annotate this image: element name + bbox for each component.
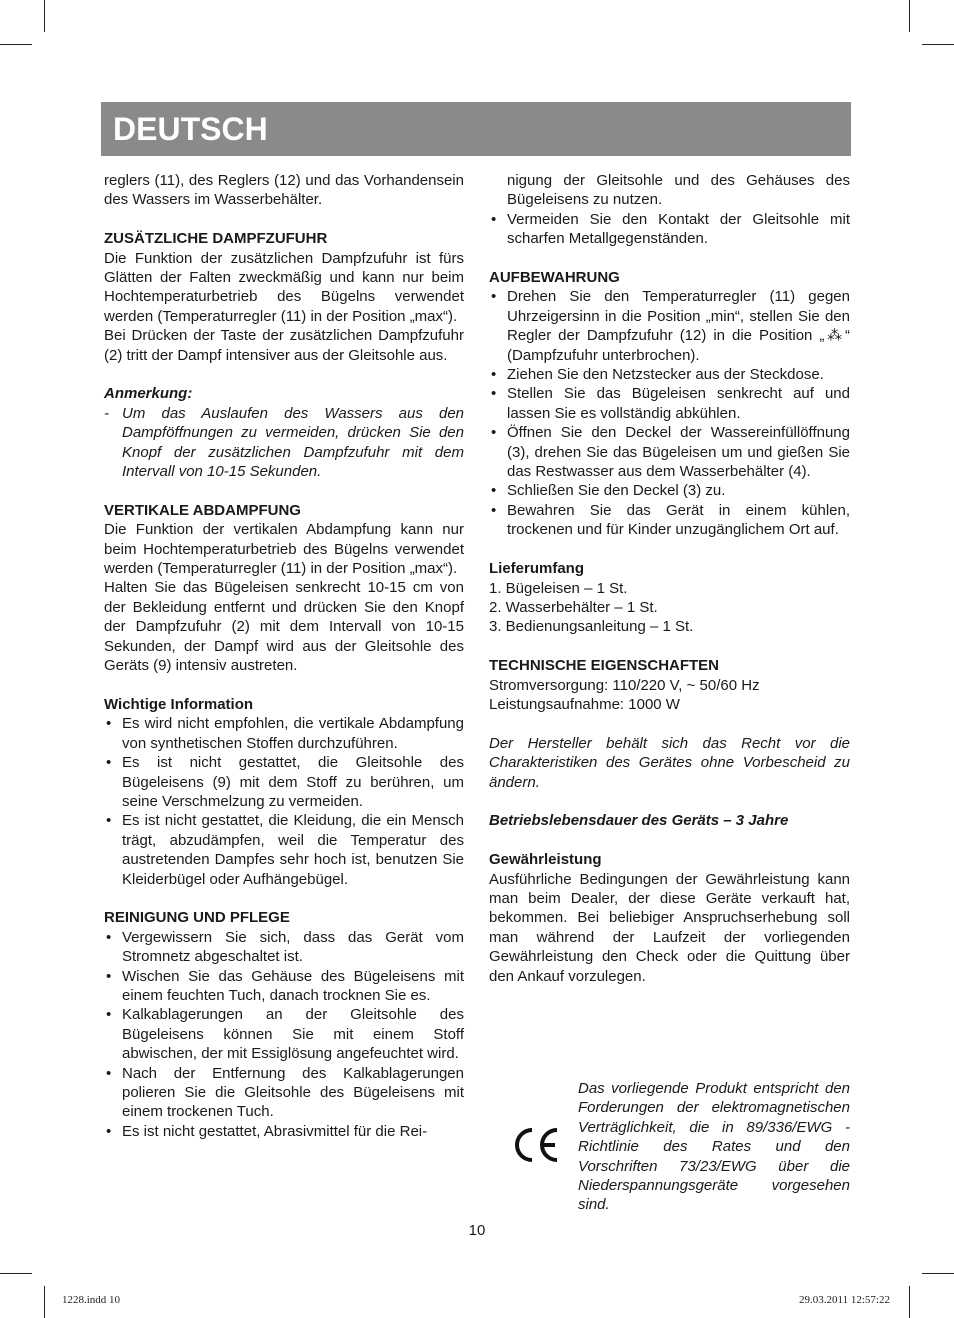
section-heading: VERTIKALE ABDAMPFUNG	[104, 501, 301, 519]
section-heading: ZUSÄTZLICHE DAMPFZUFUHR	[104, 230, 328, 248]
intro-text: reglers (11), des Reglers (12) und das Vorhandensein des Wassers im Wasserbehälter.	[104, 172, 464, 209]
delivery-item: 2. Wasserbehälter – 1 St.	[489, 598, 658, 616]
crop-mark	[909, 0, 910, 32]
crop-mark	[44, 1286, 45, 1318]
ce-mark-icon	[510, 1120, 560, 1170]
list-item: • Nach der Entfernung des Kalkablagerungen polieren Sie die Gleitsohle des Bügeleisens mit einem trockenen Tuch.	[104, 1064, 464, 1122]
list-item: • Wischen Sie das Gehäuse des Bügeleisens mit einem feuchten Tuch, danach trocknen Sie es.	[104, 967, 464, 1006]
left-column	[104, 171, 464, 1141]
paragraph: Bei Drücken der Taste der zusätzlichen Dampfzufuhr (2) tritt der Dampf intensiver aus der Gleitsohle aus.	[104, 327, 464, 364]
list-item: • Es ist nicht gestattet, Abrasivmittel für die Rei-	[104, 1122, 464, 1141]
crop-mark	[44, 0, 45, 32]
footer-date: 29.03.2011 12:57:22	[799, 1294, 890, 1306]
page-title: DEUTSCH	[113, 111, 268, 147]
note-heading: Anmerkung:	[104, 385, 193, 403]
crop-mark	[0, 44, 32, 45]
delivery-item: 1. Bügeleisen – 1 St.	[489, 579, 628, 597]
paragraph: Die Funktion der vertikalen Abdampfung kann nur beim Hochtemperaturbetrieb des Bügelns verwendet werden (Temperaturregler (11) in der Position „max“).	[104, 521, 464, 578]
ce-compliance-text: Das vorliegende Produkt entspricht den Forderungen der elektromagnetischen Verträglichkeit, die in 89/336/EWG -Richtlinie des Rates und den Vorschriften 73/23/EWG über die Niederspannungsgeräte vorgesehen sind.	[578, 1080, 850, 1214]
crop-mark	[909, 1286, 910, 1318]
list-item: • Schließen Sie den Deckel (3) zu.	[489, 481, 850, 500]
note-item: - Um das Auslaufen des Wassers aus den Dampföffnungen zu vermeiden, drücken Sie den Knopf der zusätzlichen Dampfzufuhr mit dem Intervall von 10-15 Sekunden.	[104, 404, 464, 482]
section-heading: Gewährleistung	[489, 851, 602, 869]
delivery-item: 3. Bedienungsanleitung – 1 St.	[489, 618, 694, 636]
list-item: • Ziehen Sie den Netzstecker aus der Steckdose.	[489, 365, 850, 384]
section-heading: AUFBEWAHRUNG	[489, 269, 620, 287]
crop-mark	[0, 1273, 32, 1274]
crop-mark	[922, 44, 954, 45]
list-item: • Bewahren Sie das Gerät in einem kühlen, trockenen und für Kinder unzugänglichem Ort auf.	[489, 501, 850, 540]
list-item: • Es ist nicht gestattet, die Gleitsohle des Bügeleisens (9) mit dem Stoff zu berühren, um seine Verschmelzung zu vermeiden.	[104, 753, 464, 811]
paragraph: Die Funktion der zusätzlichen Dampfzufuhr ist fürs Glätten der Falten zweckmäßig und kann nur beim Hochtemperaturbetrieb des Bügelns verwendet werden (Temperaturregler (11) in der Position „max“).	[104, 249, 464, 325]
list-item: • Öffnen Sie den Deckel der Wassereinfüllöffnung (3), drehen Sie das Bügeleisen um und gießen Sie das Restwasser aus dem Wasserbehälter (4).	[489, 423, 850, 481]
section-heading: REINIGUNG UND PFLEGE	[104, 909, 290, 927]
spec-line: Leistungsaufnahme: 1000 W	[489, 695, 680, 713]
language-banner	[101, 102, 851, 156]
list-item: • Drehen Sie den Temperaturregler (11) gegen Uhrzeigersinn in die Position „min“, stellen Sie den Regler der Dampfzufuhr (12) in die Position „⁂“ (Dampfzufuhr unterbrochen).	[489, 287, 850, 365]
paragraph: Halten Sie das Bügeleisen senkrecht 10-15 cm von der Bekleidung entfernt und drücken Sie den Knopf der Dampfzufuhr (2) mit dem Intervall von 10-15 Sekunden, der Dampf wird aus der Gleitsohle des Geräts (9) intensiv austreten.	[104, 579, 464, 675]
right-column	[489, 171, 850, 986]
footer-file: 1228.indd 10	[62, 1294, 121, 1306]
lifetime: Betriebslebensdauer des Geräts – 3 Jahre	[489, 812, 789, 830]
list-item: • Es ist nicht gestattet, die Kleidung, die ein Mensch trägt, abzudämpfen, weil die Temperatur des austretenden Dampfes sehr hoch ist, benutzen Sie Kleiderbügel oder Aufhängebügel.	[104, 811, 464, 889]
page-number: 10	[468, 1222, 486, 1239]
list-item: • Stellen Sie das Bügeleisen senkrecht auf und lassen Sie es vollständig abkühlen.	[489, 384, 850, 423]
disclaimer: Der Hersteller behält sich das Recht vor die Charakteristiken des Gerätes ohne Vorbescheid zu ändern.	[489, 734, 850, 791]
list-item-continued: nigung der Gleitsohle und des Gehäuses des Bügeleisens zu nutzen.	[507, 172, 850, 209]
paragraph: Ausführliche Bedingungen der Gewährleistung kann man beim Dealer, der diese Geräte verkauft hat, bekommen. Bei beliebiger Anspruchserhebung soll man während der Laufzeit der vorliegenden Gewährleistung den Check oder die Quittung über den Ankauf vorzulegen.	[489, 870, 850, 985]
spec-line: Stromversorgung: 110/220 V, ~ 50/60 Hz	[489, 676, 760, 694]
list-item: • Kalkablagerungen an der Gleitsohle des Bügeleisens können Sie mit einem Stoff abwischen, der mit Essiglösung angefeuchtet wird.	[104, 1005, 464, 1063]
list-item: • Vermeiden Sie den Kontakt der Gleitsohle mit scharfen Metallgegenständen.	[489, 210, 850, 249]
section-heading: Wichtige Information	[104, 695, 254, 713]
section-heading: Lieferumfang	[489, 560, 585, 578]
section-heading: TECHNISCHE EIGENSCHAFTEN	[489, 657, 720, 675]
list-item: • Es wird nicht empfohlen, die vertikale Abdampfung von synthetischen Stoffen durchzuführen.	[104, 714, 464, 753]
crop-mark	[922, 1273, 954, 1274]
list-item: • Vergewissern Sie sich, dass das Gerät vom Stromnetz abgeschaltet ist.	[104, 928, 464, 967]
